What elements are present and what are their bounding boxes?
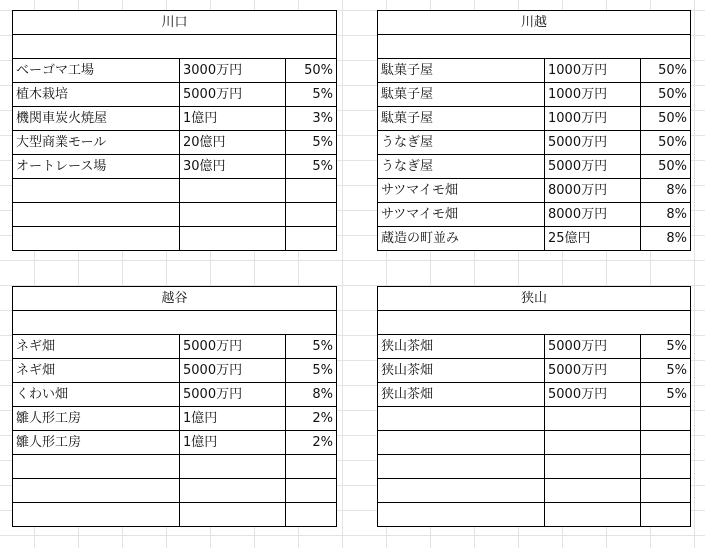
sheet-title[interactable]: 越谷 [13,287,337,311]
amount-cell[interactable] [180,179,286,203]
percent-cell[interactable]: 5% [286,131,337,155]
percent-cell[interactable]: 5% [641,383,691,407]
sheet-title[interactable]: 川口 [13,11,337,35]
table-row [378,59,691,83]
name-cell[interactable] [378,479,545,503]
name-cell[interactable]: ネギ畑 [13,359,180,383]
table-row [378,131,691,155]
percent-cell[interactable]: 50% [641,83,691,107]
percent-cell[interactable] [286,455,337,479]
percent-cell[interactable]: 5% [286,359,337,383]
sheet-title[interactable]: 狭山 [378,287,691,311]
table-row [13,227,337,251]
percent-cell[interactable] [641,431,691,455]
percent-cell[interactable]: 50% [286,59,337,83]
name-cell[interactable]: 大型商業モール [13,131,180,155]
amount-cell[interactable]: 8000万円 [545,203,641,227]
amount-cell[interactable]: 20億円 [180,131,286,155]
percent-cell[interactable] [641,503,691,527]
table-row [378,407,691,431]
name-cell[interactable] [13,455,180,479]
name-cell[interactable]: 狭山茶畑 [378,383,545,407]
empty-cell[interactable] [378,311,691,335]
table-row [378,359,691,383]
percent-cell[interactable] [286,203,337,227]
amount-cell[interactable] [545,503,641,527]
percent-cell[interactable] [641,455,691,479]
percent-cell[interactable]: 50% [641,59,691,83]
name-cell[interactable]: サツマイモ畑 [378,203,545,227]
table-row [378,455,691,479]
percent-cell[interactable]: 8% [641,203,691,227]
amount-cell[interactable]: 5000万円 [545,335,641,359]
percent-cell[interactable]: 8% [286,383,337,407]
table-row [13,59,337,83]
amount-cell[interactable]: 1億円 [180,107,286,131]
name-cell[interactable]: 雛人形工房 [13,407,180,431]
sheet-table-sayama [377,286,691,527]
table-row [13,503,337,527]
amount-cell[interactable]: 30億円 [180,155,286,179]
name-cell[interactable]: 機関車炭火焼屋 [13,107,180,131]
amount-cell[interactable]: 5000万円 [545,383,641,407]
amount-cell[interactable] [180,479,286,503]
sheet-block-0 [12,10,337,251]
table-row [13,83,337,107]
percent-cell[interactable]: 2% [286,407,337,431]
name-cell[interactable] [13,179,180,203]
percent-cell[interactable]: 8% [641,179,691,203]
amount-cell[interactable] [545,431,641,455]
percent-cell[interactable] [286,179,337,203]
table-row [378,503,691,527]
table-row [13,359,337,383]
name-cell[interactable]: 雛人形工房 [13,431,180,455]
percent-cell[interactable]: 5% [286,155,337,179]
amount-cell[interactable] [545,455,641,479]
amount-cell[interactable]: 3000万円 [180,59,286,83]
percent-cell[interactable] [641,407,691,431]
sheet-block-2 [12,286,337,527]
table-row [13,131,337,155]
amount-cell[interactable] [180,455,286,479]
spacer-row [378,35,691,59]
amount-cell[interactable]: 1億円 [180,407,286,431]
sheet-title[interactable]: 川越 [378,11,691,35]
percent-cell[interactable]: 5% [641,359,691,383]
percent-cell[interactable]: 50% [641,107,691,131]
percent-cell[interactable] [641,479,691,503]
name-cell[interactable]: 駄菓子屋 [378,107,545,131]
amount-cell[interactable]: 5000万円 [545,131,641,155]
name-cell[interactable] [378,503,545,527]
amount-cell[interactable] [180,503,286,527]
name-cell[interactable]: サツマイモ畑 [378,179,545,203]
amount-cell[interactable]: 5000万円 [180,383,286,407]
table-row [13,431,337,455]
table-row [378,203,691,227]
percent-cell[interactable]: 50% [641,155,691,179]
table-row [13,203,337,227]
percent-cell[interactable]: 5% [286,83,337,107]
percent-cell[interactable]: 50% [641,131,691,155]
percent-cell[interactable] [286,227,337,251]
table-row [13,455,337,479]
table-row [378,383,691,407]
name-cell[interactable]: 蔵造の町並み [378,227,545,251]
amount-cell[interactable] [180,227,286,251]
name-cell[interactable]: 狭山茶畑 [378,335,545,359]
name-cell[interactable]: うなぎ屋 [378,155,545,179]
amount-cell[interactable]: 5000万円 [545,359,641,383]
name-cell[interactable]: 狭山茶畑 [378,359,545,383]
name-cell[interactable] [13,479,180,503]
amount-cell[interactable] [545,479,641,503]
table-row [378,83,691,107]
name-cell[interactable]: ネギ畑 [13,335,180,359]
table-row [378,155,691,179]
name-cell[interactable] [13,227,180,251]
amount-cell[interactable]: 1000万円 [545,107,641,131]
sheet-block-1 [377,10,691,251]
name-cell[interactable]: うなぎ屋 [378,131,545,155]
name-cell[interactable] [378,431,545,455]
percent-cell[interactable]: 2% [286,431,337,455]
percent-cell[interactable] [286,503,337,527]
amount-cell[interactable] [180,203,286,227]
empty-cell[interactable] [13,35,337,59]
spacer-row [378,311,691,335]
table-row [13,335,337,359]
sheet-table-kawagoe [377,10,691,251]
table-row [378,107,691,131]
name-cell[interactable] [13,503,180,527]
table-row [13,479,337,503]
percent-cell[interactable]: 5% [641,335,691,359]
percent-cell[interactable]: 5% [286,335,337,359]
amount-cell[interactable]: 1000万円 [545,59,641,83]
amount-cell[interactable]: 5000万円 [180,335,286,359]
name-cell[interactable]: ベーゴマ工場 [13,59,180,83]
table-row [378,227,691,251]
table-row [13,179,337,203]
amount-cell[interactable]: 5000万円 [180,359,286,383]
table-row [378,179,691,203]
amount-cell[interactable]: 1億円 [180,431,286,455]
sheet-table-kawaguchi [12,10,337,251]
table-row [378,335,691,359]
percent-cell[interactable]: 8% [641,227,691,251]
percent-cell[interactable]: 3% [286,107,337,131]
name-cell[interactable] [378,455,545,479]
table-row [378,479,691,503]
name-cell[interactable]: 駄菓子屋 [378,59,545,83]
sheet-block-3 [377,286,691,527]
name-cell[interactable] [13,203,180,227]
amount-cell[interactable]: 5000万円 [545,155,641,179]
amount-cell[interactable]: 5000万円 [180,83,286,107]
name-cell[interactable]: 駄菓子屋 [378,83,545,107]
sheet-table-koshigaya [12,286,337,527]
name-cell[interactable] [378,407,545,431]
amount-cell[interactable] [545,407,641,431]
table-row [13,407,337,431]
amount-cell[interactable]: 25億円 [545,227,641,251]
name-cell[interactable]: くわい畑 [13,383,180,407]
table-row [378,431,691,455]
name-cell[interactable]: オートレース場 [13,155,180,179]
amount-cell[interactable]: 1000万円 [545,83,641,107]
table-row [13,107,337,131]
percent-cell[interactable] [286,479,337,503]
spacer-row [13,35,337,59]
empty-cell[interactable] [378,35,691,59]
table-row [13,155,337,179]
empty-cell[interactable] [13,311,337,335]
amount-cell[interactable]: 8000万円 [545,179,641,203]
table-row [13,383,337,407]
name-cell[interactable]: 植木栽培 [13,83,180,107]
spacer-row [13,311,337,335]
